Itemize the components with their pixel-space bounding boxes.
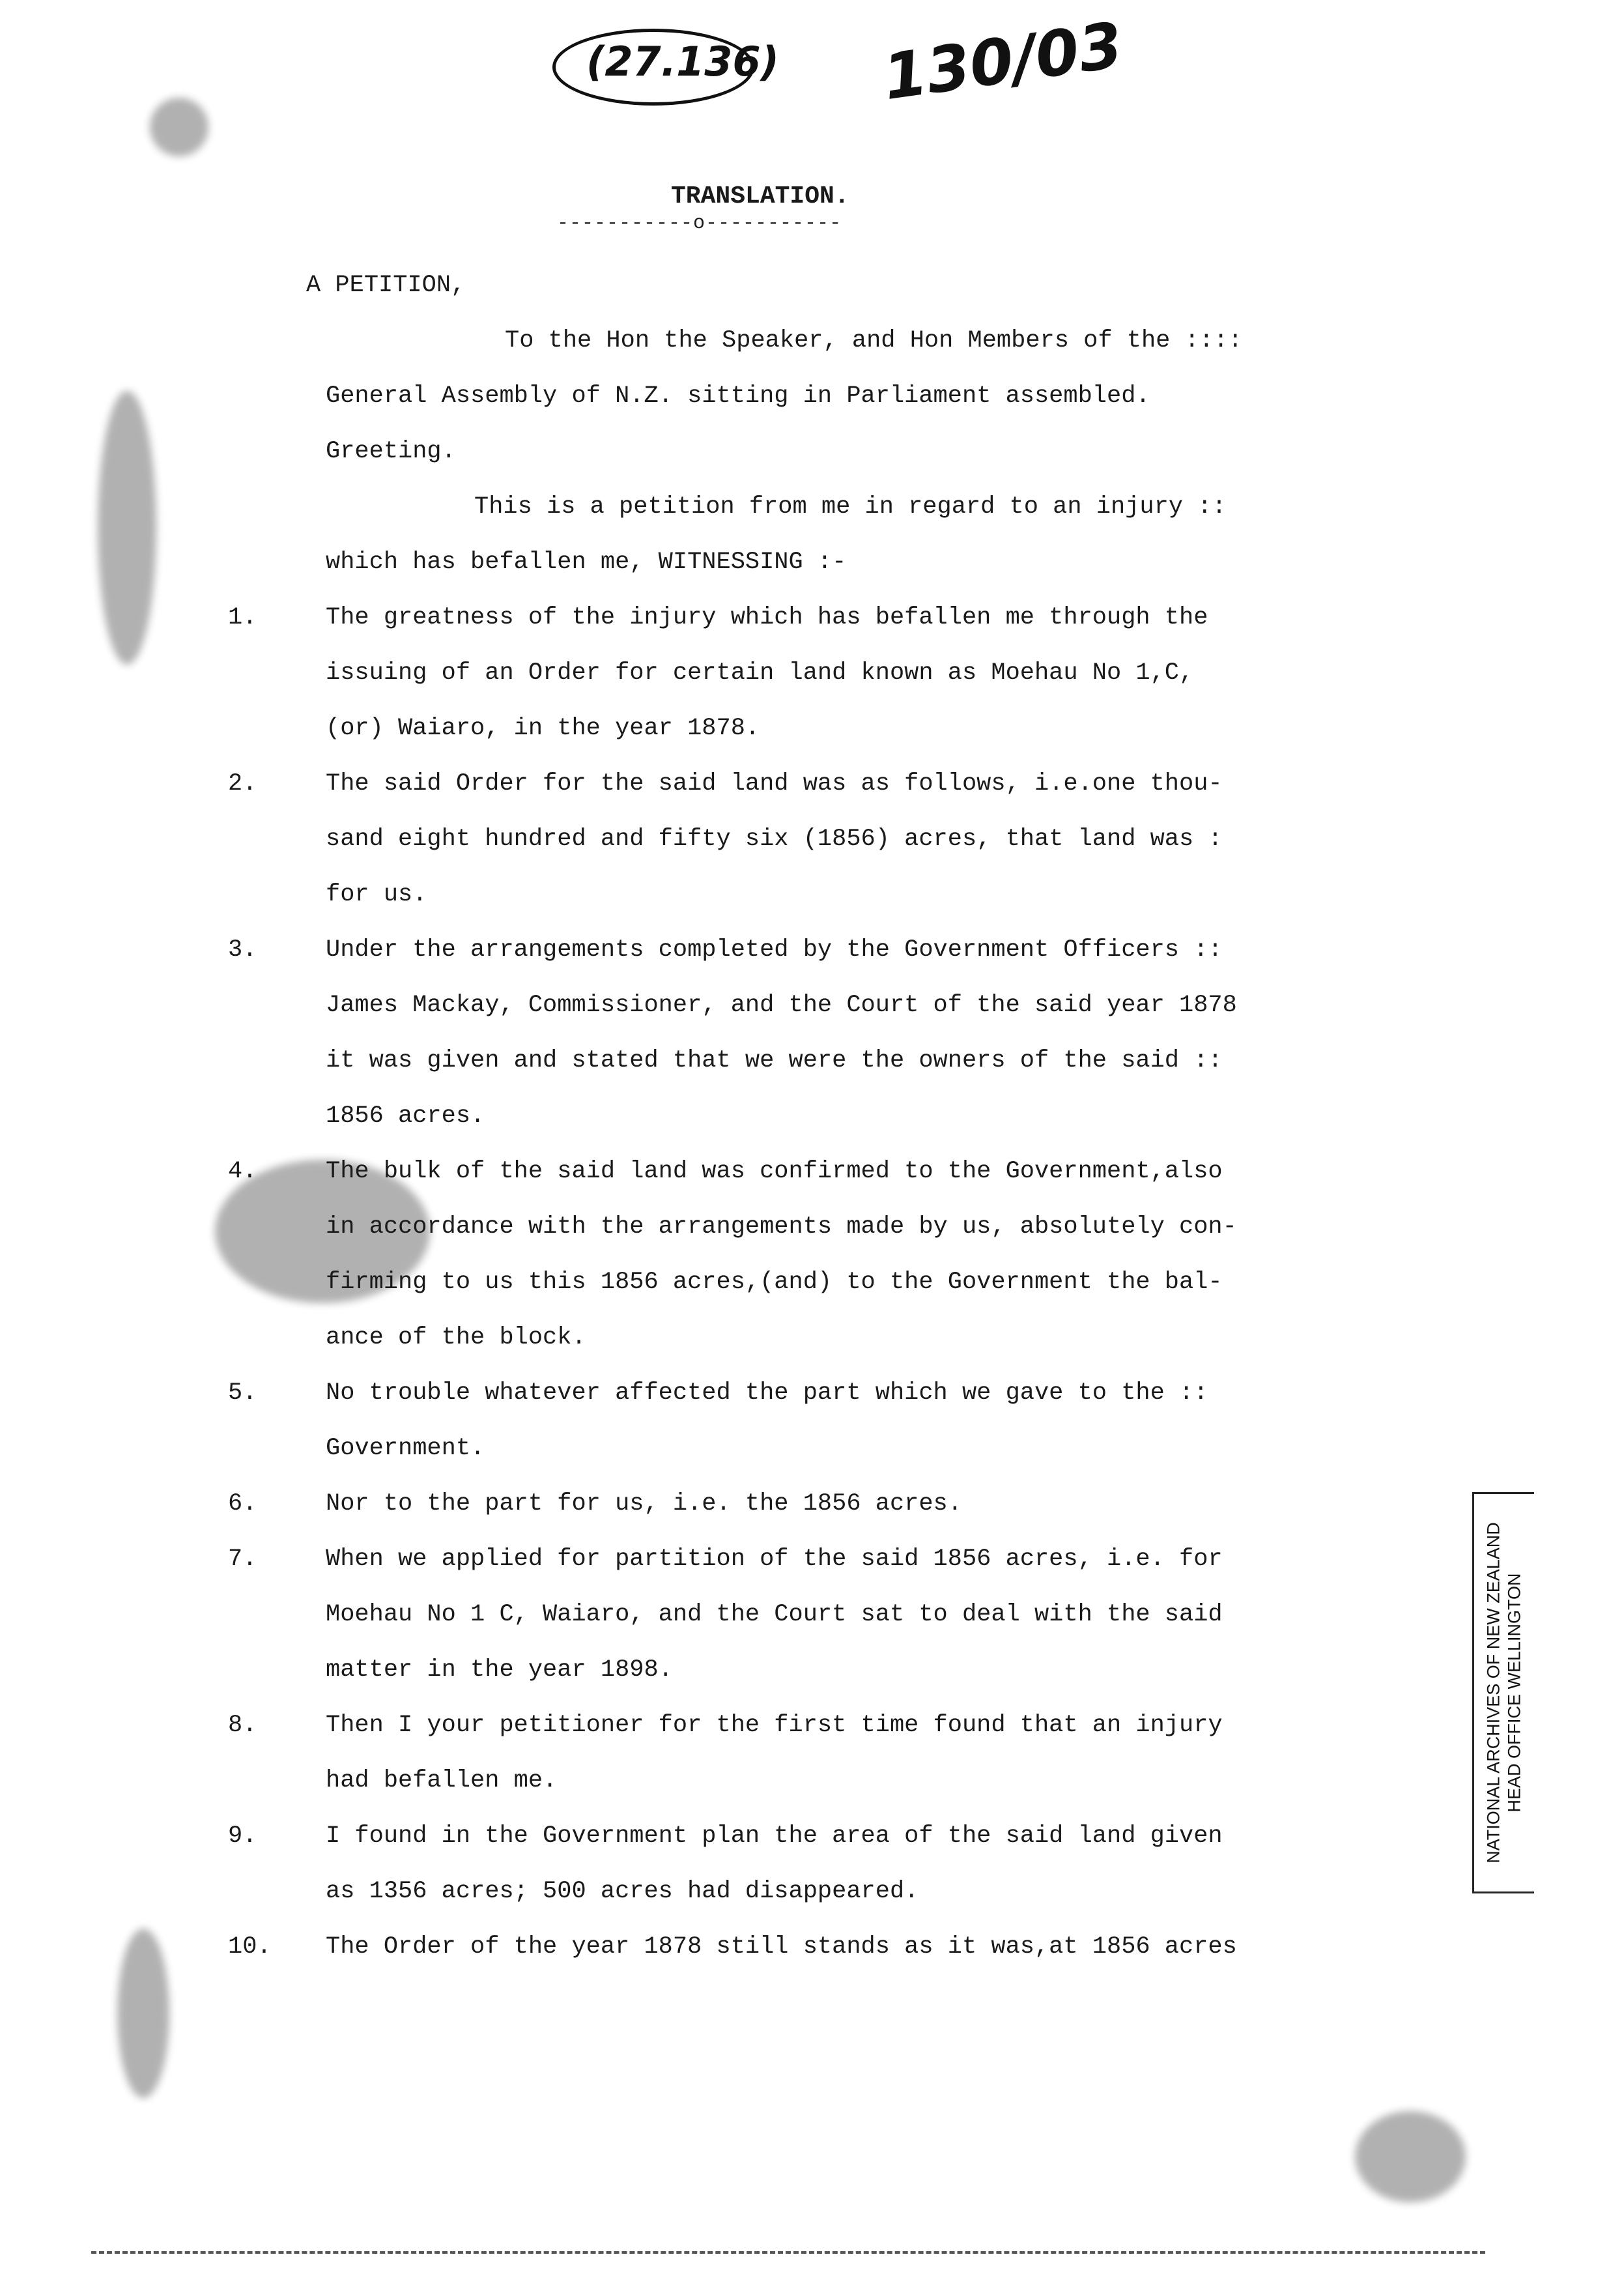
item-number: 9. [228, 1822, 257, 1850]
scan-smudge [1355, 2111, 1466, 2202]
item-line: James Mackay, Commissioner, and the Court of the said year 1878 [326, 992, 1237, 1019]
item-number: 1. [228, 604, 257, 631]
petition-heading: A PETITION, [306, 272, 466, 299]
file-number: 130/03 [879, 8, 1128, 115]
item-line: Nor to the part for us, i.e. the 1856 acres. [326, 1490, 962, 1517]
item-line: The said Order for the said land was as follows, i.e.one thou- [326, 770, 1223, 798]
item-number: 7. [228, 1546, 257, 1573]
item-line: Then I your petitioner for the first time found that an injury [326, 1712, 1223, 1739]
item-number: 8. [228, 1712, 257, 1739]
scan-smudge [117, 1929, 169, 2098]
item-number: 4. [228, 1158, 257, 1185]
item-line: for us. [326, 881, 427, 908]
item-line: Moehau No 1 C, Waiaro, and the Court sat to deal with the said [326, 1601, 1223, 1628]
item-number: 5. [228, 1379, 257, 1407]
item-line: The Order of the year 1878 still stands as it was,at 1856 acres [326, 1933, 1237, 1961]
title-rule: -----------o----------- [557, 212, 842, 235]
intro-line-1: This is a petition from me in regard to an injury :: [474, 493, 1227, 521]
item-line: in accordance with the arrangements made by us, absolutely con- [326, 1213, 1237, 1241]
scan-smudge [98, 391, 156, 665]
archive-stamp [1472, 1492, 1534, 1893]
item-line: Under the arrangements completed by the Government Officers :: [326, 936, 1223, 964]
item-line: ance of the block. [326, 1324, 586, 1351]
archive-stamp-line-2: HEAD OFFICE WELLINGTON [1505, 1573, 1524, 1813]
item-line: had befallen me. [326, 1767, 558, 1794]
item-line: When we applied for partition of the said 1856 acres, i.e. for [326, 1546, 1223, 1573]
item-line: firming to us this 1856 acres,(and) to the Government the bal- [326, 1269, 1223, 1296]
address-line-1: To the Hon the Speaker, and Hon Members of the :::: [505, 327, 1243, 354]
intro-line-2: which has befallen me, WITNESSING :- [326, 549, 847, 576]
archive-stamp-text [1483, 1522, 1526, 1863]
item-line: The bulk of the said land was confirmed to the Government,also [326, 1158, 1223, 1185]
item-line: matter in the year 1898. [326, 1656, 673, 1684]
item-number: 2. [228, 770, 257, 798]
document-title: TRANSLATION. [671, 182, 849, 210]
address-line-2: General Assembly of N.Z. sitting in Parliament assembled. [326, 382, 1150, 410]
item-number: 6. [228, 1490, 257, 1517]
item-line: No trouble whatever affected the part which we gave to the :: [326, 1379, 1208, 1407]
item-line: (or) Waiaro, in the year 1878. [326, 715, 760, 742]
greeting: Greeting. [326, 438, 456, 465]
item-number: 10. [228, 1933, 272, 1961]
item-line: issuing of an Order for certain land known as Moehau No 1,C, [326, 659, 1194, 687]
item-line: sand eight hundred and fifty six (1856) acres, that land was : [326, 826, 1223, 853]
reference-number: (27.136) [586, 38, 779, 85]
item-line: Government. [326, 1435, 485, 1462]
bottom-border [91, 2251, 1485, 2254]
item-number: 3. [228, 936, 257, 964]
item-line: I found in the Government plan the area of the said land given [326, 1822, 1223, 1850]
archive-stamp-line-1: NATIONAL ARCHIVES OF NEW ZEALAND [1483, 1522, 1503, 1863]
scan-smudge [150, 98, 208, 156]
item-line: as 1356 acres; 500 acres had disappeared. [326, 1878, 919, 1905]
item-line: it was given and stated that we were the owners of the said :: [326, 1047, 1223, 1074]
item-line: 1856 acres. [326, 1102, 485, 1130]
item-line: The greatness of the injury which has befallen me through the [326, 604, 1208, 631]
